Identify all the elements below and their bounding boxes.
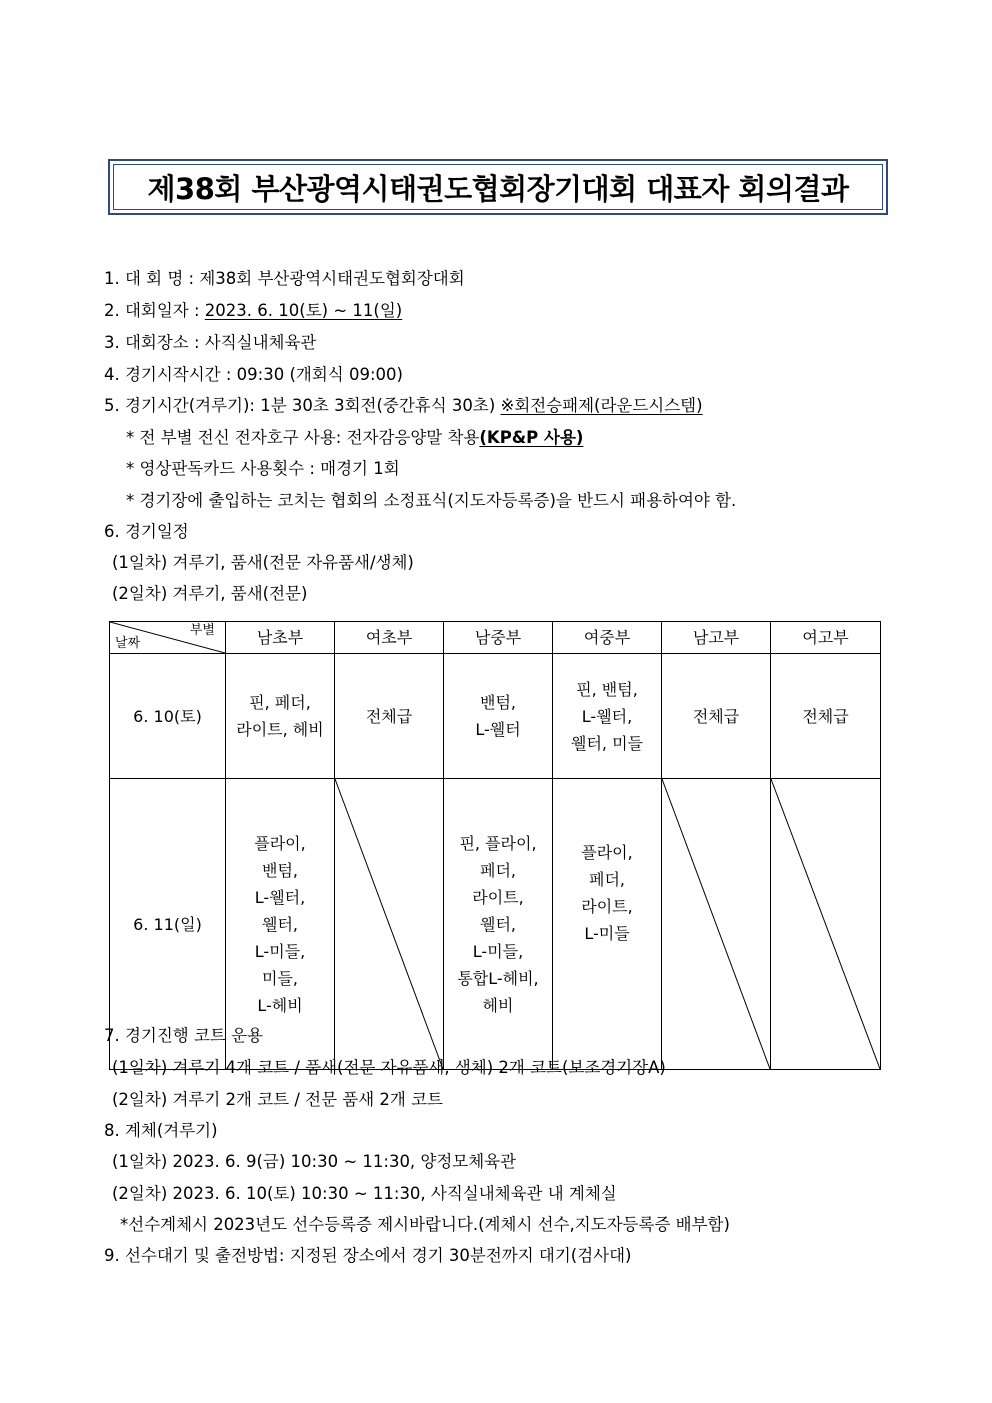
weight-class: L-웰터, [254, 887, 306, 907]
item-8-note: *선수계체시 2023년도 선수등록증 제시바랍니다.(계체시 선수,지도자등록증 배부함) [120, 1215, 730, 1234]
header-cell: 여초부 [335, 622, 444, 654]
weight-class: 핀, 플라이, [459, 833, 537, 853]
item-5-sub-a-text: * 전 부별 전신 전자호구 사용: 전자감응양말 착용 [126, 428, 480, 447]
item-2-label: 2. 대회일자 : [104, 301, 205, 320]
empty-cell-diagonal [662, 779, 770, 1069]
header-cell: 여중부 [553, 622, 662, 654]
schedule-cell [553, 779, 662, 1070]
item-2 [104, 300, 402, 322]
item-5 [104, 395, 703, 417]
item-2-date: 2023. 6. 10(토) ~ 11(일) [204, 301, 403, 320]
empty-cell-diagonal [771, 779, 880, 1069]
weight-class: 전체급 [365, 706, 413, 726]
header-cell: 남중부 [444, 622, 553, 654]
weight-class: 웰터, [480, 914, 516, 934]
weight-class: 밴텀, [262, 860, 298, 880]
header-cell: 여고부 [771, 622, 881, 654]
weight-class: 웰터, 미들 [571, 733, 643, 753]
item-5-label: 5. 경기시간(겨루기): 1분 30초 3회전(중간휴식 30초) [104, 396, 501, 415]
item-6-day1: (1일차) 겨루기, 품새(전문 자유품새/생체) [112, 553, 414, 572]
weight-class: 플라이, [254, 833, 306, 853]
weight-class: 라이트, [581, 897, 633, 916]
weight-class: L-미들 [584, 924, 630, 943]
item-5-sub-a-note: (KP&P 사용) [479, 428, 584, 447]
schedule-cell [444, 654, 553, 779]
item-5-sub-a [126, 427, 583, 449]
corner-cell [110, 622, 226, 654]
header-cell: 남고부 [662, 622, 771, 654]
table-row [110, 654, 881, 779]
item-8-day2: (2일차) 2023. 6. 10(토) 10:30 ~ 11:30, 사직실내체육관 내 계체실 [112, 1184, 617, 1203]
item-5-sub-c: * 경기장에 출입하는 코치는 협회의 소정표식(지도자등록증)을 반드시 패용하여야 함. [126, 491, 737, 510]
weight-class: 핀, 페더, [249, 693, 311, 712]
item-6: 6. 경기일정 [104, 522, 189, 541]
date-cell: 6. 11(일) [110, 779, 226, 1070]
item-4: 4. 경기시작시간 : 09:30 (개회식 09:00) [104, 365, 403, 384]
item-5-sub-b: * 영상판독카드 사용횟수 : 매경기 1회 [126, 459, 400, 478]
weight-class: 미들, [262, 968, 298, 988]
item-7-day1: (1일차) 겨루기 4개 코트 / 품새(전문 자유품새, 생체) 2개 코트(보조경기장A) [112, 1058, 666, 1077]
schedule-table [109, 621, 881, 1070]
table-header-row [110, 622, 881, 654]
item-3: 3. 대회장소 : 사직실내체육관 [104, 333, 317, 352]
item-5-note: ※회전승패제(라운드시스템) [500, 396, 703, 415]
empty-cell-diagonal [335, 779, 443, 1069]
item-7-day2: (2일차) 겨루기 2개 코트 / 전문 품새 2개 코트 [112, 1090, 443, 1109]
weight-class: L-웰터 [475, 720, 521, 739]
weight-class: 페더, [589, 870, 625, 889]
title-box [108, 159, 888, 215]
schedule-cell [771, 654, 881, 779]
weight-class: L-미들, [472, 941, 524, 961]
item-9: 9. 선수대기 및 출전방법: 지정된 장소에서 경기 30분전까지 대기(검사대) [104, 1246, 632, 1265]
weight-class: L-웰터, [581, 706, 633, 726]
corner-date-label: 날짜 [115, 636, 141, 651]
item-7: 7. 경기진행 코트 운용 [104, 1026, 263, 1045]
weight-class: 웰터, [262, 914, 298, 934]
empty-cell [662, 779, 771, 1070]
date-cell: 6. 10(토) [110, 654, 226, 779]
weight-class: 라이트, [472, 887, 524, 907]
header-cell: 남초부 [226, 622, 335, 654]
weight-class: 전체급 [802, 706, 849, 726]
item-6-day2: (2일차) 겨루기, 품새(전문) [112, 584, 308, 603]
weight-class: 헤비 [482, 995, 514, 1015]
weight-class: L-미들, [254, 941, 306, 961]
item-8: 8. 계체(겨루기) [104, 1121, 218, 1140]
weight-class: 페더, [480, 860, 516, 880]
corner-division-label: 부별 [189, 623, 215, 638]
document-title: 제38회 부산광역시태권도협회장기대회 대표자 회의결과 [147, 171, 849, 206]
schedule-cell [335, 654, 444, 779]
schedule-cell [662, 654, 771, 779]
weight-class: L-헤비 [257, 995, 303, 1015]
schedule-cell [553, 654, 662, 779]
schedule-cell [444, 779, 553, 1070]
weight-class: 전체급 [692, 706, 740, 726]
weight-class: 통합L-헤비, [457, 968, 539, 988]
item-1: 1. 대 회 명 : 제38회 부산광역시태권도협회장대회 [104, 269, 465, 288]
weight-class: 밴텀, [480, 693, 516, 712]
weight-class: 핀, 밴텀, [576, 679, 638, 699]
schedule-cell [226, 654, 335, 779]
weight-class: 플라이, [581, 843, 633, 862]
empty-cell [335, 779, 444, 1070]
empty-cell [771, 779, 881, 1070]
item-8-day1: (1일차) 2023. 6. 9(금) 10:30 ~ 11:30, 양정모체육관 [112, 1152, 517, 1171]
weight-class: 라이트, 헤비 [236, 720, 324, 739]
